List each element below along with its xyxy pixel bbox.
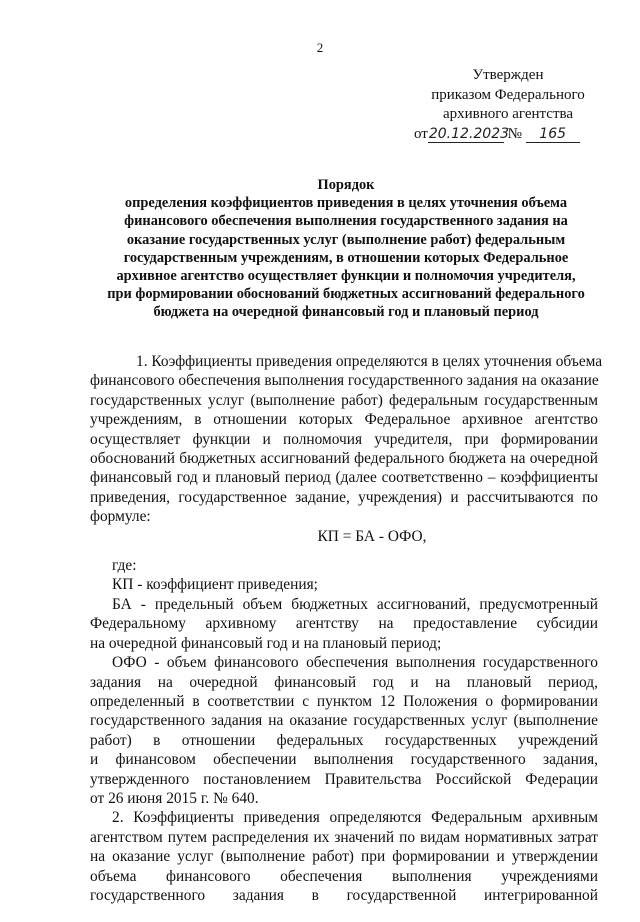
title-line: государственным учреждениям, в отношении которых Федеральное (123, 249, 569, 266)
body-line: формуле: (90, 508, 151, 526)
body-line: и финансовом обеспечении выполнения государственного задания, (90, 751, 598, 769)
body-line: государственных услуг (выполнение работ) федеральным государственным (90, 391, 598, 409)
body-line: осуществляет функции и полномочия учредителя, при формировании (90, 430, 598, 448)
body-line: Федеральному архивному агентству на предоставление субсидии (90, 615, 598, 633)
body-line: задания на очередной финансовый год и на плановый период, (90, 673, 598, 691)
body-line: государственного задания в государственной интегрированной (90, 886, 598, 904)
body-line: агентством путем распределения их значений по видам нормативных затрат (90, 828, 598, 846)
number-prefix: № (507, 125, 522, 142)
body-line: определенный в соответствии с пунктом 12 Положения о формировании (90, 692, 598, 710)
ba-definition (90, 595, 598, 653)
date-prefix: от (414, 125, 428, 142)
handwritten-number: 165 (526, 126, 580, 143)
title-line: бюджета на очередной финансовый год и плановый период (153, 304, 539, 321)
approval-line-2: приказом Федерального (431, 86, 585, 103)
body-line: учреждениям, в отношении которых Федеральное архивное агентство (90, 411, 598, 429)
body-line: ОФО - объем финансового обеспечения выполнения государственного (112, 654, 598, 672)
body-line: финансового обеспечения выполнения государственного задания на оказание (90, 372, 599, 390)
ofo-definition (90, 653, 598, 808)
kp-definition: КП - коэффициент приведения; (112, 576, 318, 594)
approval-stamp (408, 66, 608, 144)
where-label: где: (112, 557, 137, 575)
body-line: БА - предельный объем бюджетных ассигнований, предусмотренный (112, 595, 598, 613)
body-line: от 26 июня 2015 г. № 640. (90, 789, 259, 807)
page-number: 2 (316, 40, 324, 55)
body-line: приведения, государственное задание, учреждения) и рассчитываются по (90, 488, 598, 506)
body-line: финансовый год и плановый период (далее соответственно – коэффициенты (90, 469, 598, 487)
title-heading: Порядок (317, 177, 375, 193)
title-line: архивное агентство осуществляет функции и полномочия учредителя, (116, 268, 576, 285)
body-line: государственного задания на оказание государственных услуг (выполнение (90, 712, 598, 730)
document-title (90, 176, 602, 322)
title-line: оказание государственных услуг (выполнение работ) федеральным (126, 231, 566, 248)
paragraph-1 (90, 352, 603, 527)
approval-date-line (408, 125, 608, 145)
approval-line-1: Утвержден (472, 67, 544, 83)
body-line: 1. Коэффициенты приведения определяются в целях уточнения объема (136, 353, 603, 370)
body-line: на оказание услуг (выполнение работ) при формировании и утверждении (90, 848, 598, 866)
approval-line-3: архивного агентства (442, 106, 574, 122)
formula: КП = БА - ОФО, (317, 527, 427, 545)
handwritten-date: 20.12.2023 (428, 125, 510, 142)
body-line: утвержденного постановлением Правительства Российской Федерации (90, 770, 598, 788)
title-line: финансового обеспечения выполнения государственного задания на (124, 213, 568, 230)
body-line: 2. Коэффициенты приведения определяются Федеральным архивным (112, 809, 598, 827)
title-line: при формировании обоснований бюджетных ассигнований федерального (107, 286, 585, 303)
paragraph-2 (90, 808, 598, 905)
title-line: определения коэффициентов приведения в целях уточнения объема (124, 195, 568, 212)
document-body (90, 352, 603, 905)
body-line: на очередной финансовый год и на плановый период; (90, 634, 442, 652)
body-line: обоснований бюджетных ассигнований федерального бюджета на очередной (90, 450, 598, 468)
body-line: объема финансового обеспечения выполнения учреждениями (90, 867, 598, 885)
body-line: работ) в отношении федеральных государственных учреждений (90, 731, 598, 749)
